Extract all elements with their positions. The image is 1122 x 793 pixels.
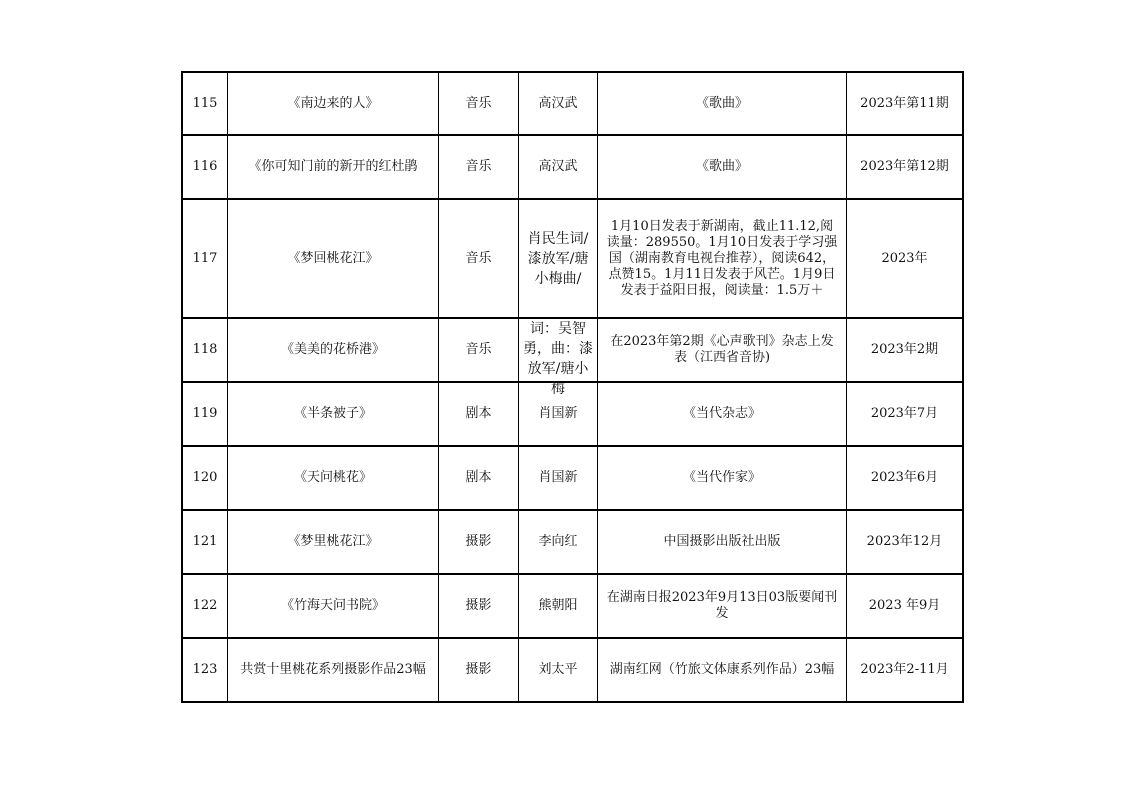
work-title: 《竹海天问书院》 — [228, 574, 439, 638]
publication-date: 2023年第11期 — [847, 72, 964, 135]
table-row — [182, 574, 963, 638]
table-row — [182, 638, 963, 702]
row-number: 123 — [182, 638, 228, 702]
table-row — [182, 446, 963, 510]
publication-info: 《歌曲》 — [598, 72, 847, 135]
work-author: 李向红 — [519, 510, 598, 574]
table-row — [182, 318, 963, 382]
publication-date: 2023年 — [847, 199, 964, 318]
table-row — [182, 382, 963, 446]
publication-date: 2023年6月 — [847, 446, 964, 510]
row-number: 118 — [182, 318, 228, 382]
work-type: 剧本 — [439, 382, 519, 446]
table-row — [182, 135, 963, 199]
work-author: 高汉武 — [519, 72, 598, 135]
publication-info: 《歌曲》 — [598, 135, 847, 199]
table-row — [182, 510, 963, 574]
work-author: 刘太平 — [519, 638, 598, 702]
row-number: 121 — [182, 510, 228, 574]
work-type: 剧本 — [439, 446, 519, 510]
work-title: 共赏十里桃花系列摄影作品23幅 — [228, 638, 439, 702]
publication-date: 2023年7月 — [847, 382, 964, 446]
row-number: 120 — [182, 446, 228, 510]
works-table — [181, 71, 964, 703]
work-title: 《半条被子》 — [228, 382, 439, 446]
row-number: 116 — [182, 135, 228, 199]
row-number: 119 — [182, 382, 228, 446]
work-type: 音乐 — [439, 72, 519, 135]
publication-date: 2023年2-11月 — [847, 638, 964, 702]
publication-info: 1月10日发表于新湖南，截止11.12,阅读量：289550。1月10日发表于学习强国（湖南教育电视台推荐），阅读642，点赞15。1月11日发表于风芒。1月9日发表于益阳日报，阅读量：1.5万＋ — [598, 199, 847, 318]
work-type: 摄影 — [439, 638, 519, 702]
work-type: 摄影 — [439, 510, 519, 574]
publication-date: 2023年12月 — [847, 510, 964, 574]
work-author: 高汉武 — [519, 135, 598, 199]
row-number: 115 — [182, 72, 228, 135]
row-number: 122 — [182, 574, 228, 638]
work-author-text: 词：吴智勇，曲：漆放军/瑭小梅 — [523, 321, 593, 397]
work-type: 音乐 — [439, 135, 519, 199]
work-title: 《你可知门前的新开的红杜鹃 — [228, 135, 439, 199]
publication-info: 湖南红网（竹旅文体康系列作品）23幅 — [598, 638, 847, 702]
work-title: 《梦回桃花江》 — [228, 199, 439, 318]
work-title: 《南边来的人》 — [228, 72, 439, 135]
publication-date: 2023年2期 — [847, 318, 964, 382]
publication-date: 2023 年9月 — [847, 574, 964, 638]
publication-date: 2023年第12期 — [847, 135, 964, 199]
publication-info: 在2023年第2期《心声歌刊》杂志上发表（江西省音协) — [598, 318, 847, 382]
work-title: 《天问桃花》 — [228, 446, 439, 510]
work-title: 《美美的花桥港》 — [228, 318, 439, 382]
row-number: 117 — [182, 199, 228, 318]
publication-info: 中国摄影出版社出版 — [598, 510, 847, 574]
publication-info: 《当代杂志》 — [598, 382, 847, 446]
work-type: 音乐 — [439, 318, 519, 382]
publication-info: 在湖南日报2023年9月13日03版要闻刊发 — [598, 574, 847, 638]
table-row — [182, 72, 963, 135]
publication-info: 《当代作家》 — [598, 446, 847, 510]
work-author: 肖国新 — [519, 446, 598, 510]
work-author: 肖民生词/漆放军/瑭小梅曲/ — [519, 199, 598, 318]
work-author — [519, 318, 598, 397]
work-author: 熊朝阳 — [519, 574, 598, 638]
work-type: 音乐 — [439, 199, 519, 318]
work-author: 肖国新 — [519, 382, 598, 446]
work-type: 摄影 — [439, 574, 519, 638]
work-title: 《梦里桃花江》 — [228, 510, 439, 574]
table-row — [182, 199, 963, 318]
